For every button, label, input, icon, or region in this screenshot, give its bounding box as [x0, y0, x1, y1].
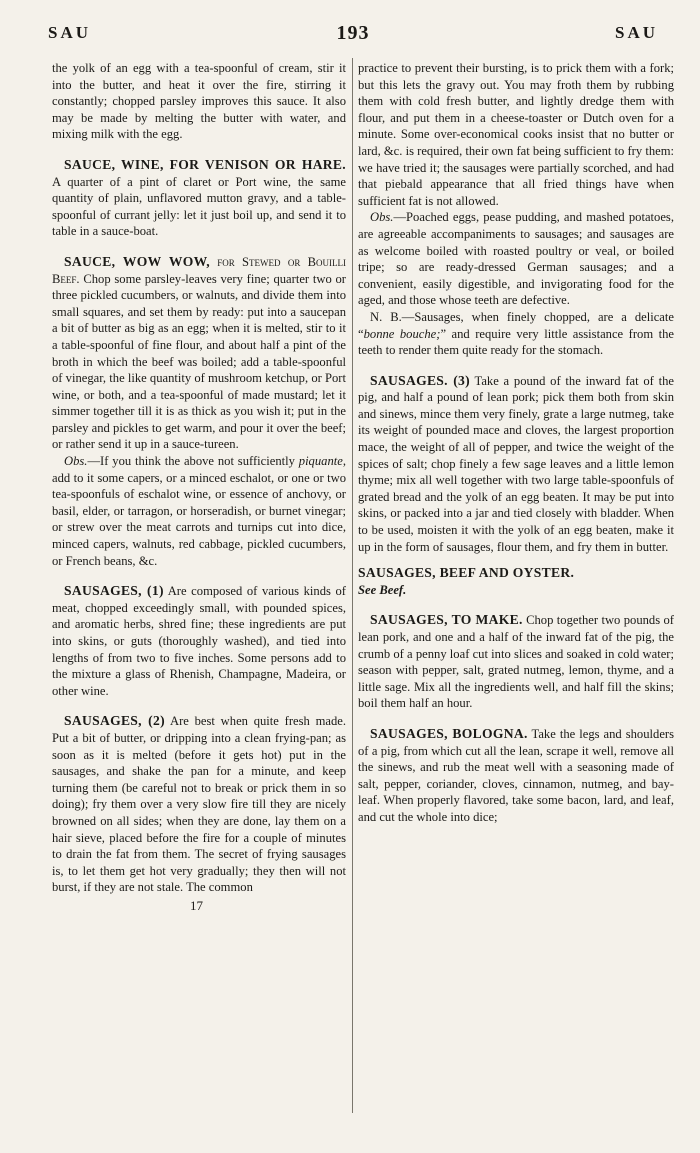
nb-italic-term: bonne bouche;	[363, 326, 441, 341]
observation-paragraph	[358, 209, 674, 309]
nota-bene-paragraph	[358, 309, 674, 359]
continued-paragraph: the yolk of an egg with a tea-spoonful of cream, stir it into the butter, and heat it over the fire, stirring it constantly; chopped parsley improves this sauce. It also may be made by melting the butter with water, and mixing milk with the egg.	[52, 61, 346, 142]
page-number: 193	[336, 21, 370, 44]
cross-reference: See Beef.	[358, 582, 407, 597]
nb-text: ” and require very little assistance from the teeth to render them quite ready for the stomach.	[358, 326, 674, 358]
entry-headword: SAUCE, WOW WOW,	[64, 253, 210, 269]
continued-paragraph: practice to prevent their bursting, is to prick them with a fork; but this lets the gravy out. You may froth them by rubbing them with cold fresh butter, and lightly dredge them with flour, and put them in a cheese-toaster or Dutch oven for a minute. Some over-economical cooks insist that no butter or lard, &c. is required, their own fat being sufficient to fry them: we have tried it; the sausages were partially scorched, and had that piebald appearance that all fried things have when sufficient fat is not allowed.	[358, 61, 674, 208]
entry-body: Chop some parsley-leaves very fine; quarter two or three pickled cucumbers, or walnuts, and divide them into small squares, and set them by ready: put into a saucepan a bit of butter as big as an egg; when it is melted, stir to it a table-spoonful of fine flour, and about half a pint of the broth in which the beef was boiled; add a table-spoonful of vinegar, the like quantity of mushroom ketchup, or Port wine, or both, and a tea-spoonful of made mustard; let it simmer together till it is as thick as you wish it; put in the parsley and pickles to get warm, and pour it over the beef; or rather send it up in a sauce-tureen.	[52, 271, 347, 452]
nb-label: N. B.	[370, 309, 402, 324]
left-column	[52, 60, 346, 1133]
obs-label: Obs.	[370, 210, 394, 225]
right-column	[358, 60, 674, 1133]
entry-headword: SAUCE, WINE, FOR VENISON OR HARE.	[64, 156, 346, 172]
entry-headword: SAUSAGES, TO MAKE.	[370, 612, 523, 628]
entry-body: Are composed of various kinds of meat, chopped exceedingly small, with pounded spices, and aromatic herbs, shred fine; these ingredients are put into skins, or guts (thoroughly washed), and tied into lengths of from two to five inches. Some persons add to the mixture a glass of Rhenish, Champagne, Madeira, or other wine.	[52, 584, 346, 698]
header-right-word: SAU	[614, 23, 658, 42]
entry-headword: SAUSAGES, (1)	[64, 583, 164, 599]
entry-subhead: for Stewed or Bouilli Beef.	[52, 254, 346, 286]
nb-text: —Sausages, when finely chopped, are a delicate “	[358, 309, 674, 341]
entry-sausages-3	[358, 373, 674, 556]
entry-body: Take the legs and shoulders of a pig, from which cut all the lean, scrape it well, remove all the sinews, and rub the meat well with a seasoning made of salt, pepper, coriander, cloves, cinnamon, nutmeg, and bay-leaf. When properly flavored, take some bacon, lard, and leaf, and cut the whole into dice;	[358, 726, 675, 824]
entry-body: A quarter of a pint of claret or Port wine, the same quantity of plain, unflavored mutton gravy, and a table-spoonful of currant jelly: let it just boil up, and send it to table in a sauce-boat.	[52, 174, 346, 239]
entry-sausages-bologna	[358, 726, 674, 826]
obs-text: —Poached eggs, pease pudding, and mashed potatoes, are agreeable accompaniments to sausages; and sausages are as welcome boiled with roasted poultry or veal, or boiled tripe; so are ready-dressed German sausages; and a convenient, easily digestible, and invigorating food for the aged, and those whose teeth are defective.	[358, 210, 674, 308]
observation-paragraph	[52, 453, 346, 569]
running-header	[48, 20, 658, 46]
entry-body: Chop together two pounds of lean pork, and one and a half of the inward fat of the pig, the crumb of a penny loaf cut into slices and soaked in cold water; season with pepper, salt, grated nutmeg, lemon, thyme, and a little sage. Mix all the ingredients well, and half fill the skins; boil them half an hour.	[358, 613, 675, 711]
entry-headword: SAUSAGES. (3)	[370, 372, 470, 388]
obs-label: Obs.	[64, 454, 88, 469]
entry-sauce-wow-wow	[52, 254, 346, 453]
obs-text: —If you think the above not sufficiently	[87, 454, 295, 469]
entry-headword: SAUSAGES, BOLOGNA.	[370, 725, 528, 741]
header-left-word: SAU	[48, 23, 92, 42]
column-rule	[352, 58, 353, 1113]
entry-headword: SAUSAGES, (2)	[64, 713, 165, 729]
entry-sausages-beef-oyster	[358, 565, 674, 598]
entry-sausages-1	[52, 583, 346, 699]
entry-body: Take a pound of the inward fat of the pig, and half a pound of lean pork; pick them both from skin and sinews, mince them very finely, grate a large nutmeg, take its weight of pounded mace and cloves, the largest proportion mace, the weight of all of pepper, and twice the weight of the spices of salt; chop finely a few sage leaves and a little lemon thyme; mix all well together with two large table-spoonfuls of grated bread and the yolk of an egg beaten. It may be put into skins, or packed into a jar and tied closely with bladder. When to be used, moisten it with the yolk of an egg beaten, make it up in the form of sausages, flour them, and fry them in butter.	[358, 373, 675, 554]
entry-sausages-to-make	[358, 612, 674, 712]
entry-sauce-wine-venison	[52, 157, 346, 240]
obs-italic-term: piquante	[298, 454, 343, 469]
entry-body: Are best when quite fresh made. Put a bit of butter, or dripping into a clean frying-pan; as soon as it is melted (before it gets hot) put in the sausages, and shake the pan for a minute, and keep turning them (be careful not to break or prick them in so doing); fry them over a very slow fire till they are nicely browned on all sides; when they are done, lay them on a hair sieve, placed before the fire for a couple of minutes to drain the fat from them. The secret of frying sausages is, to let them get hot very gradually; they then will not burst, if they are not stale. The common	[52, 714, 346, 895]
obs-text: , add to it some capers, or a minced eschalot, or one or two tea-spoonfuls of eschalot wine, or essence of anchovy, or basil, elder, or tarragon, or horseradish, or burnet vinegar; or strew over the meat carrots and turnips cut into dice, minced capers, walnuts, red cabbage, pickled cucumbers, or French beans, &c.	[52, 454, 346, 568]
entry-sausages-2	[52, 713, 346, 896]
signature-mark: 17	[190, 897, 203, 913]
entry-headword: SAUSAGES, BEEF AND OYSTER.	[358, 565, 575, 581]
